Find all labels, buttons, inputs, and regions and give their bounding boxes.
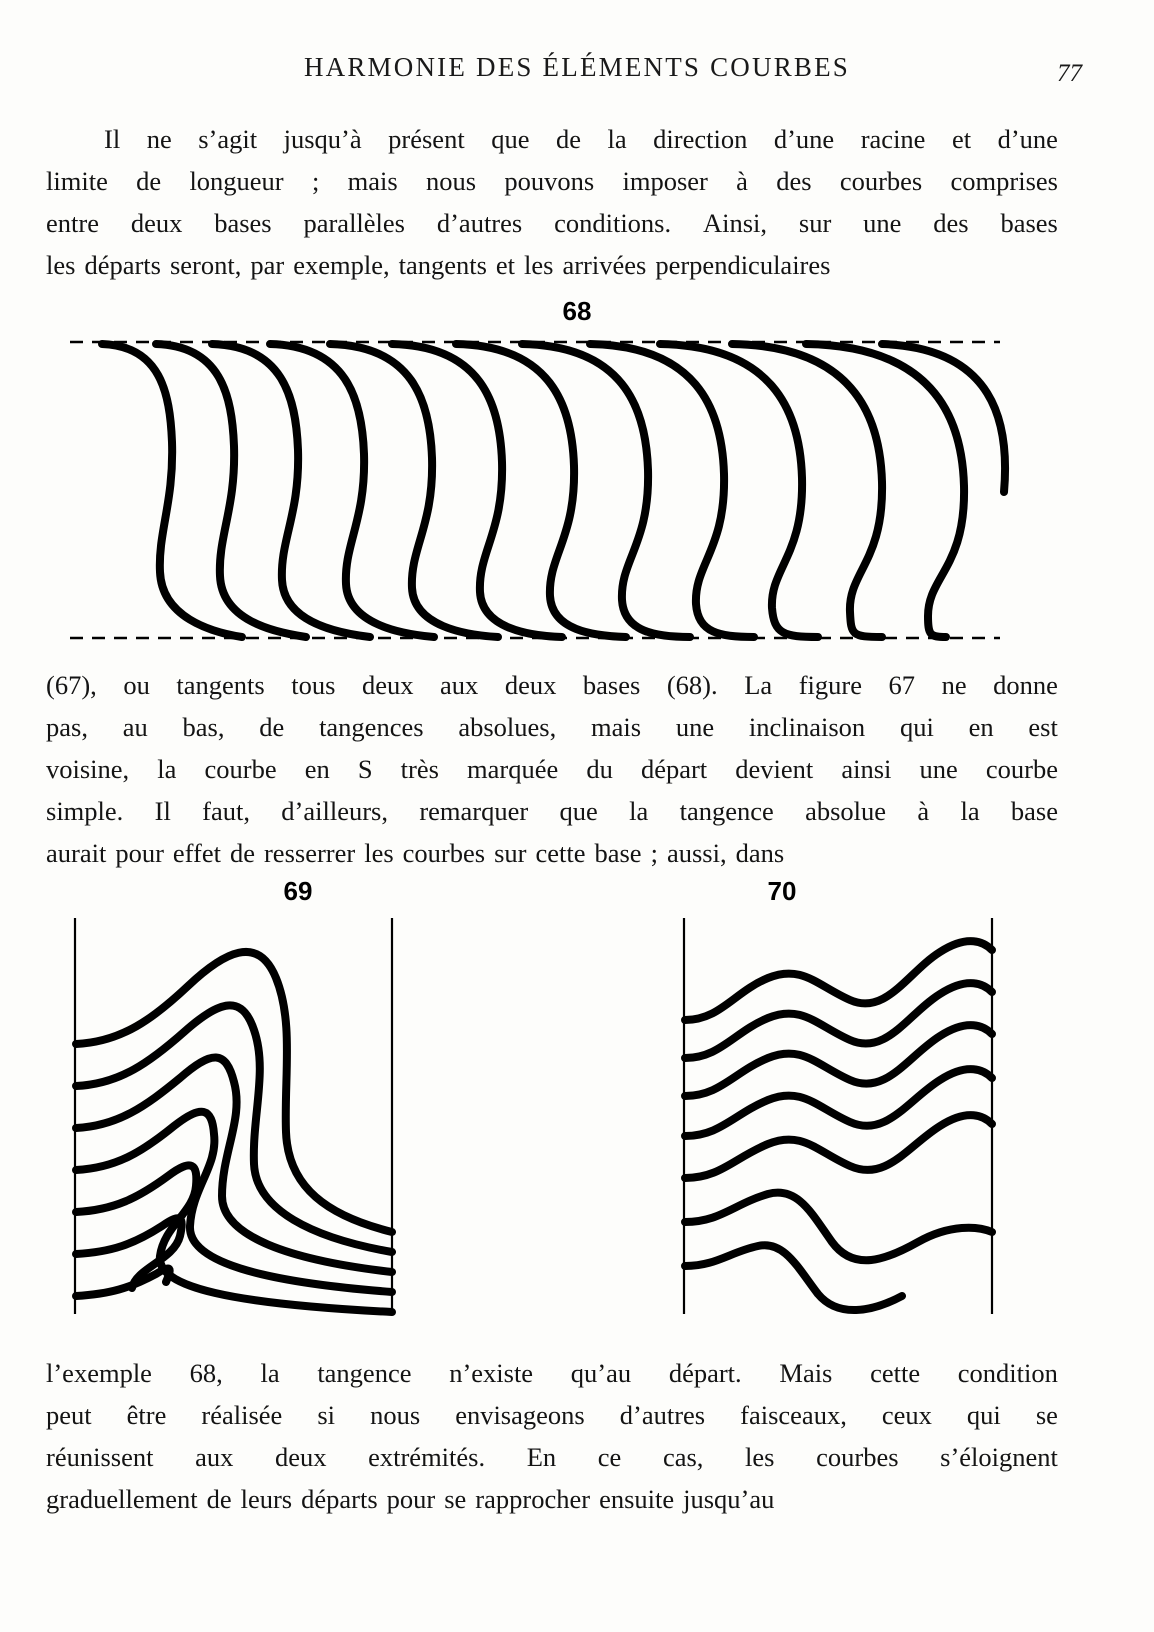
text-word: aussi, — [666, 838, 727, 868]
text-word: et — [495, 250, 516, 280]
text-word: (67), — [46, 670, 97, 700]
text-word: devient — [735, 754, 814, 784]
text-word: au — [122, 712, 148, 742]
text-word: marquée — [467, 754, 559, 784]
text-word: de — [259, 712, 285, 742]
text-word: simple. — [46, 796, 124, 826]
text-word: par — [250, 250, 285, 280]
text-line — [46, 160, 1058, 202]
text-word: les — [524, 250, 554, 280]
text-word: une — [919, 754, 958, 784]
text-word: (68). — [666, 670, 718, 700]
text-word: faisceaux, — [740, 1400, 847, 1430]
text-word: courbes — [402, 838, 486, 868]
text-word: d’une — [773, 124, 835, 154]
text-word: courbes — [839, 166, 923, 196]
text-word: En — [526, 1442, 557, 1472]
text-word: est — [1028, 712, 1058, 742]
text-word: bases — [582, 670, 641, 700]
text-word: ; — [650, 838, 658, 868]
figure-70-curves — [685, 941, 992, 1310]
text-word: réunissent — [46, 1442, 154, 1472]
text-word: base — [1010, 796, 1058, 826]
page-number: 77 — [1057, 60, 1082, 87]
text-word: comprises — [950, 166, 1058, 196]
text-line — [46, 244, 1058, 286]
text-word: conditions. — [554, 208, 672, 238]
text-line — [46, 1436, 1058, 1478]
text-word: envisageons — [455, 1400, 585, 1430]
figure-68-curves — [102, 344, 1005, 637]
text-word: se — [444, 1484, 467, 1514]
text-word: une — [675, 712, 715, 742]
text-word: courbe — [204, 754, 277, 784]
text-word: tous — [291, 670, 336, 700]
text-word: que — [491, 124, 530, 154]
text-word: figure — [798, 670, 862, 700]
text-word: La — [744, 670, 773, 700]
text-line — [46, 664, 1058, 706]
text-word: en — [304, 754, 330, 784]
figure-69-curves — [76, 952, 392, 1312]
text-word: la — [607, 124, 627, 154]
figure-69-label: 69 — [283, 876, 313, 906]
text-line — [46, 118, 1058, 160]
text-word: ne — [146, 124, 172, 154]
text-line — [46, 1394, 1058, 1436]
text-word: absolues, — [458, 712, 557, 742]
text-word: cas, — [662, 1442, 704, 1472]
text-word: pas, — [46, 712, 88, 742]
text-word: exemple, — [293, 250, 390, 280]
text-word: inclinaison — [748, 712, 866, 742]
text-word: cette — [535, 838, 586, 868]
text-word: pour — [115, 838, 164, 868]
text-word: courbes — [816, 1442, 899, 1472]
text-word: imposer — [622, 166, 708, 196]
text-word: s’agit — [198, 124, 258, 154]
text-word: donne — [993, 670, 1058, 700]
text-word: cette — [870, 1358, 921, 1388]
text-word: resserrer — [263, 838, 356, 868]
text-word: sur — [798, 208, 832, 238]
text-word: sur — [494, 838, 527, 868]
figure-70-svg — [672, 916, 1022, 1316]
text-word: départ. — [668, 1358, 742, 1388]
text-word: Ainsi, — [702, 208, 768, 238]
text-word: départs — [301, 1484, 378, 1514]
text-word: bases — [1000, 208, 1058, 238]
text-word: se — [1035, 1400, 1058, 1430]
text-word: remarquer — [419, 796, 529, 826]
text-word: ; — [311, 166, 320, 196]
figure-68-label: 68 — [562, 296, 592, 326]
text-word: voisine, — [46, 754, 130, 784]
text-word: d’une — [997, 124, 1058, 154]
text-word: ceux — [881, 1400, 932, 1430]
text-word: qu’au — [570, 1358, 632, 1388]
text-word: mais — [591, 712, 642, 742]
text-word: seront, — [169, 250, 242, 280]
text-word: s’éloignent — [940, 1442, 1058, 1472]
text-word: d’ailleurs, — [281, 796, 388, 826]
text-line — [46, 706, 1058, 748]
text-word: faut, — [202, 796, 250, 826]
text-word: leurs — [240, 1484, 293, 1514]
text-word: du — [586, 754, 613, 784]
text-word: les — [745, 1442, 775, 1472]
text-word: ensuite — [599, 1484, 675, 1514]
text-word: nous — [425, 166, 477, 196]
figure-69 — [62, 916, 422, 1316]
text-word: absolue — [805, 796, 887, 826]
paragraph-three — [46, 1352, 1058, 1520]
text-word: 67 — [888, 670, 916, 700]
text-word: tangence — [679, 796, 774, 826]
text-word: l’exemple — [46, 1358, 152, 1388]
text-word: les — [46, 250, 76, 280]
text-word: départs — [84, 250, 161, 280]
text-word: tangents — [176, 670, 265, 700]
running-head — [0, 52, 1154, 96]
text-word: racine — [860, 124, 926, 154]
text-word: la — [629, 796, 649, 826]
text-word: bas, — [182, 712, 225, 742]
text-word: des — [933, 208, 969, 238]
text-word: 68, — [189, 1358, 223, 1388]
text-word: deux — [130, 208, 183, 238]
text-word: jusqu’au — [683, 1484, 775, 1514]
text-word: de — [229, 838, 255, 868]
text-word: ou — [123, 670, 150, 700]
text-word: qui — [966, 1400, 1001, 1430]
text-word: présent — [388, 124, 465, 154]
text-word: ce — [597, 1442, 622, 1472]
text-word: tangence — [317, 1358, 412, 1388]
text-word: d’autres — [619, 1400, 706, 1430]
text-word: jusqu’à — [283, 124, 362, 154]
text-word: tangences — [319, 712, 424, 742]
text-word: si — [317, 1400, 336, 1430]
text-word: S — [357, 754, 373, 784]
text-word: mais — [347, 166, 398, 196]
figure-68 — [60, 332, 1010, 650]
text-word: de — [206, 1484, 232, 1514]
text-word: effet — [172, 838, 221, 868]
text-word: bases — [214, 208, 272, 238]
text-word: base — [594, 838, 642, 868]
text-word: Il — [104, 124, 121, 154]
text-word: pouvons — [504, 166, 595, 196]
text-word: qui — [899, 712, 934, 742]
page-title: HARMONIE DES ÉLÉMENTS COURBES — [303, 52, 851, 82]
text-line — [46, 202, 1058, 244]
text-word: la — [960, 796, 980, 826]
text-word: nous — [370, 1400, 421, 1430]
text-word: n’existe — [449, 1358, 534, 1388]
text-word: pour — [386, 1484, 436, 1514]
text-word: ainsi — [841, 754, 892, 784]
figure-70-label: 70 — [767, 876, 797, 906]
text-word: d’autres — [436, 208, 523, 238]
text-word: limite — [46, 166, 108, 196]
text-word: condition — [957, 1358, 1058, 1388]
text-word: graduellement — [46, 1484, 198, 1514]
text-word: de — [136, 166, 162, 196]
text-line — [46, 832, 1058, 874]
text-line — [46, 790, 1058, 832]
text-word: longueur — [189, 166, 284, 196]
text-word: courbe — [985, 754, 1058, 784]
text-word: deux — [361, 670, 414, 700]
figure-68-svg — [60, 332, 1010, 650]
text-word: Il — [154, 796, 171, 826]
text-word: perpendiculaires — [655, 250, 831, 280]
figure-70 — [672, 916, 1022, 1316]
text-word: entre — [46, 208, 99, 238]
text-word: la — [157, 754, 177, 784]
text-word: en — [968, 712, 994, 742]
text-word: peut — [46, 1400, 92, 1430]
text-word: ne — [941, 670, 967, 700]
text-word: à — [917, 796, 930, 826]
text-word: tangents — [398, 250, 487, 280]
text-word: aurait — [46, 838, 107, 868]
text-word: Mais — [779, 1358, 833, 1388]
text-word: réalisée — [201, 1400, 283, 1430]
paragraph-one — [46, 118, 1058, 286]
text-word: et — [951, 124, 972, 154]
text-line — [46, 1352, 1058, 1394]
text-line — [46, 1478, 1058, 1520]
text-word: dans — [735, 838, 785, 868]
text-word: rapprocher — [475, 1484, 591, 1514]
text-word: arrivées — [562, 250, 647, 280]
text-word: une — [863, 208, 902, 238]
text-word: parallèles — [303, 208, 405, 238]
text-word: deux — [504, 670, 557, 700]
text-word: de — [555, 124, 581, 154]
text-word: que — [559, 796, 598, 826]
text-word: être — [126, 1400, 167, 1430]
text-word: la — [260, 1358, 280, 1388]
figure-69-svg — [62, 916, 422, 1316]
text-word: très — [400, 754, 439, 784]
text-word: départ — [640, 754, 708, 784]
text-word: direction — [653, 124, 748, 154]
text-word: extrémités. — [368, 1442, 486, 1472]
text-word: des — [776, 166, 812, 196]
text-word: à — [736, 166, 748, 196]
text-word: deux — [274, 1442, 327, 1472]
paragraph-two — [46, 664, 1058, 874]
text-word: aux — [440, 670, 479, 700]
text-word: les — [364, 838, 394, 868]
text-word: aux — [195, 1442, 234, 1472]
text-line — [46, 748, 1058, 790]
